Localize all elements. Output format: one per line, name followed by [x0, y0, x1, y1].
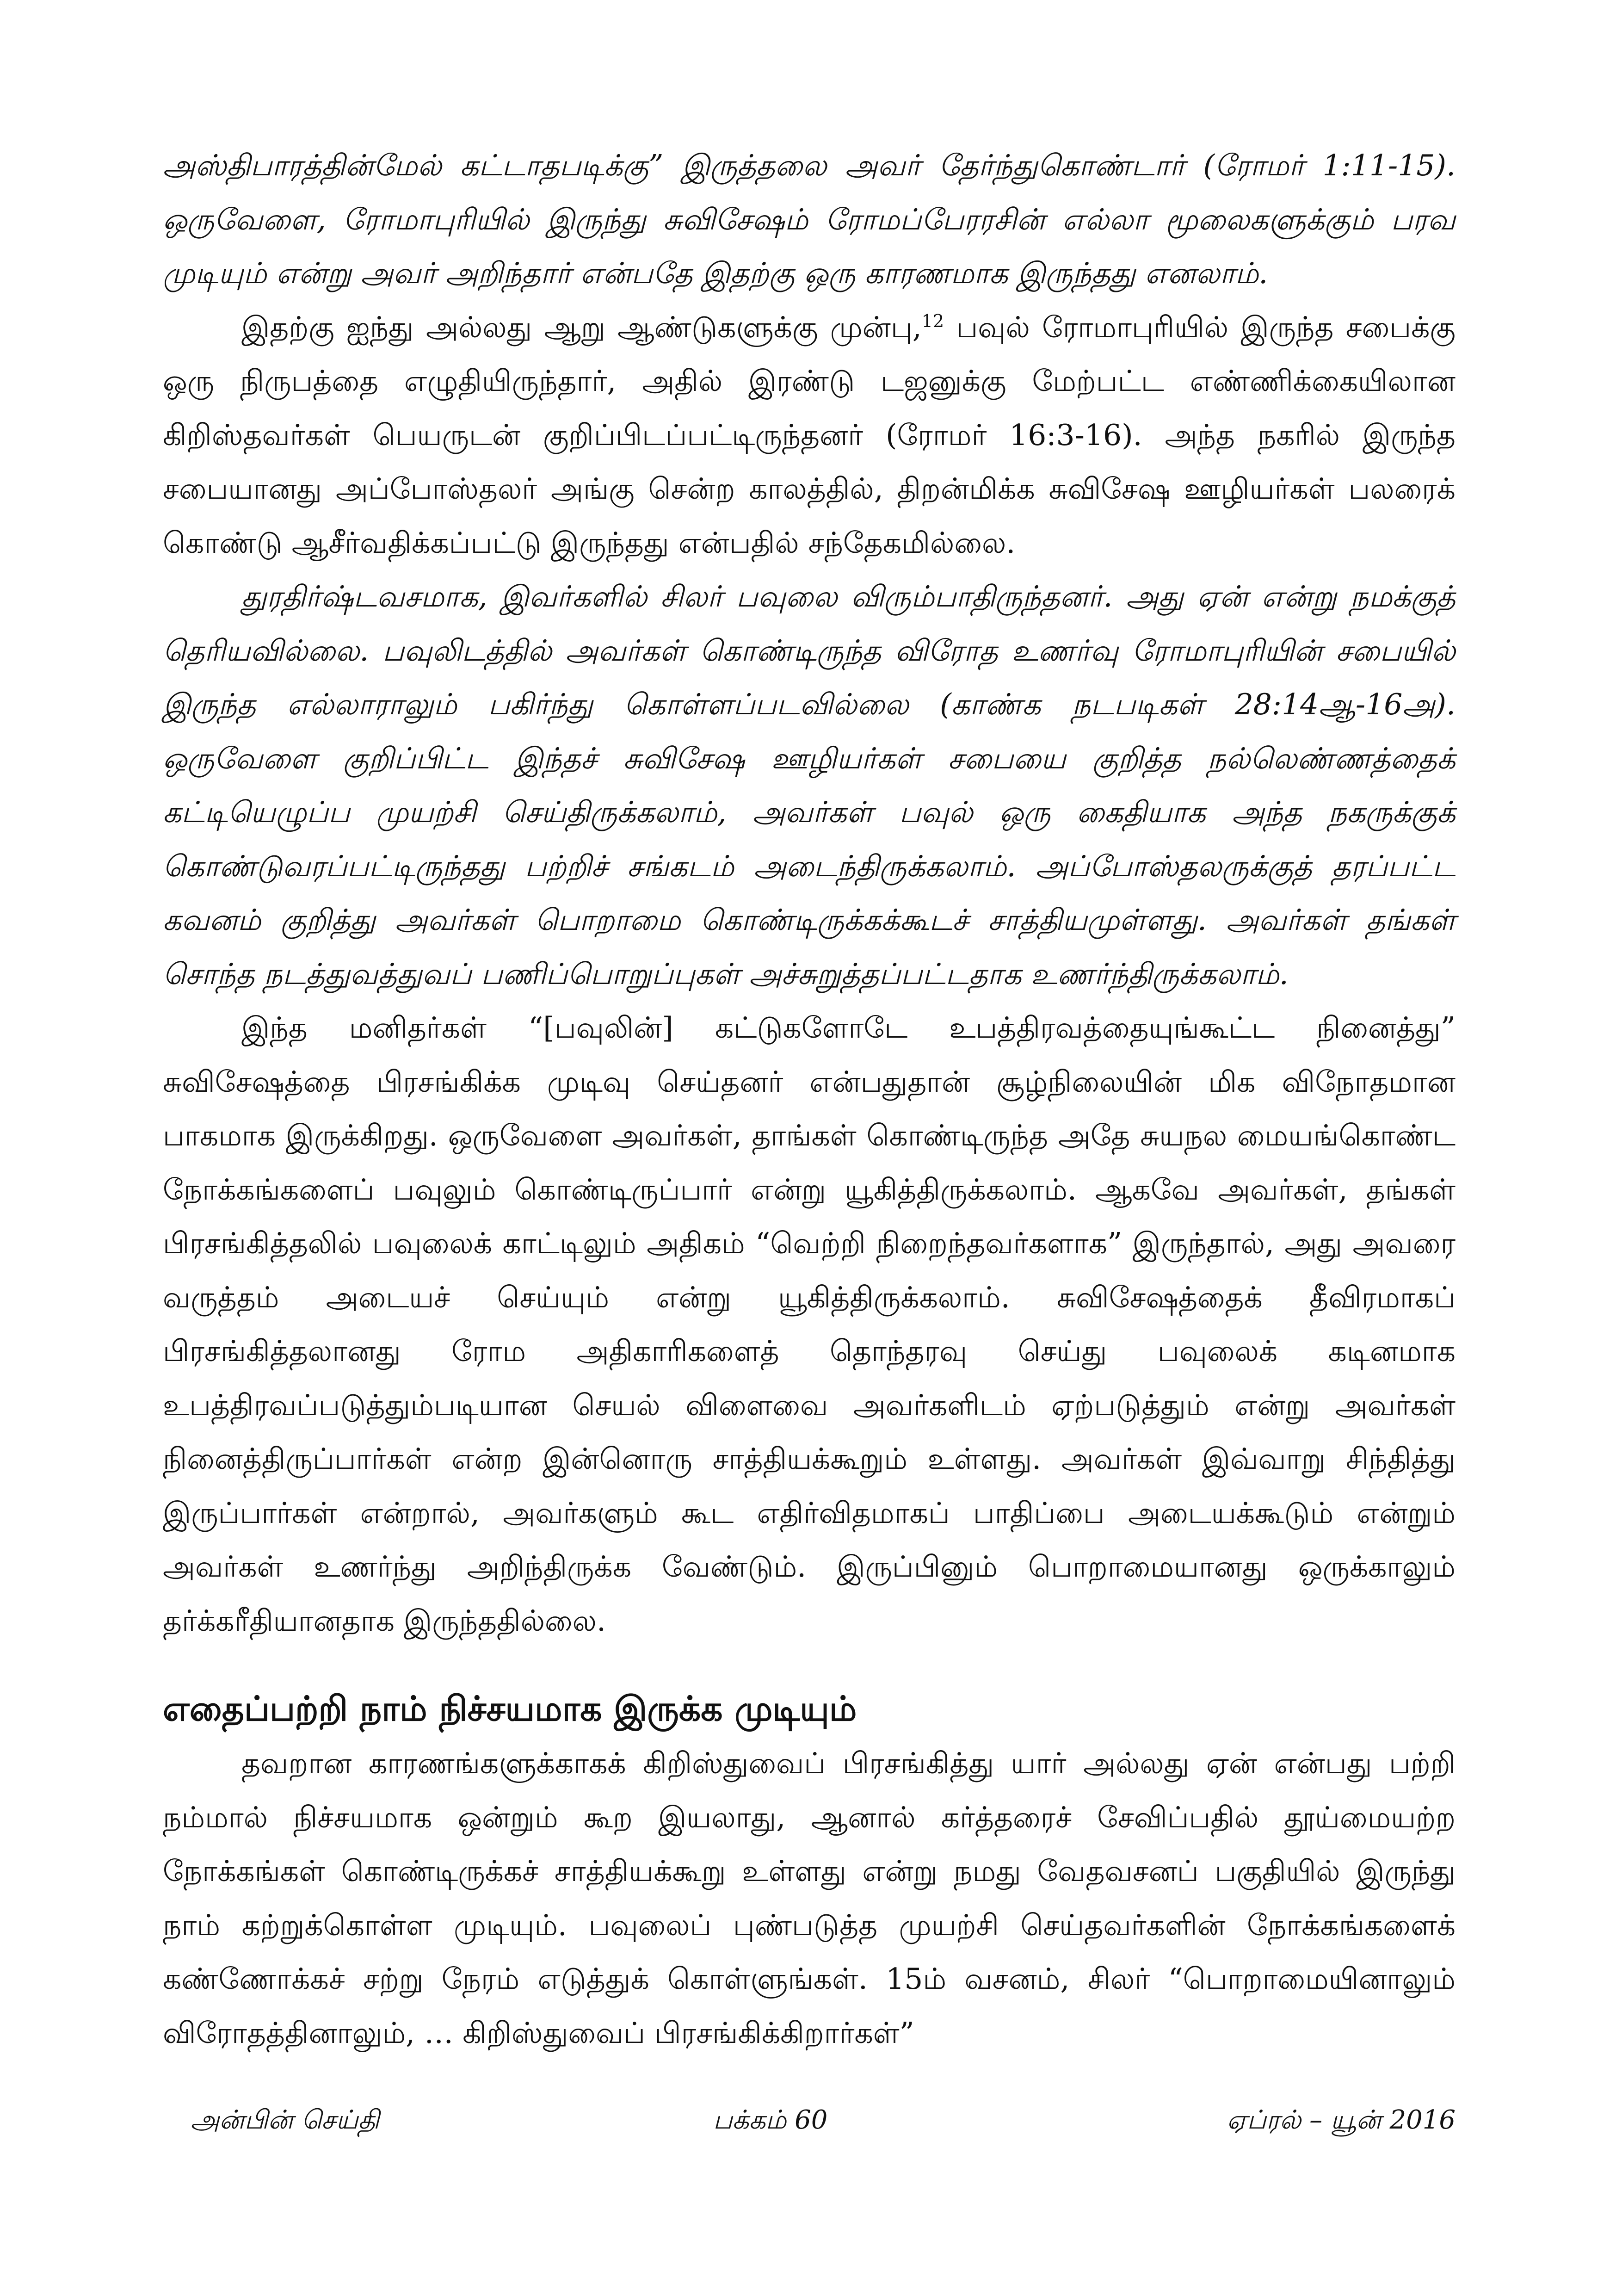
paragraph-3-text: துரதிர்ஷ்டவசமாக, இவர்களில் சிலர் பவுலை விரும்பாதிருந்தனர். அது ஏன் என்று நமக்குத் தெரியவில்லை. பவுலிடத்தில் அவர்கள் கொண்டிருந்த விரோத உணர்வு ரோமாபுரியின் சபையில் இருந்த எல்லாராலும் பகிர்ந்து கொள்ளப்படவில்லை (காண்க நடபடிகள் 28:14ஆ-16அ). ஒருவேளை குறிப்பிட்ட இந்தச் சுவிசேஷ ஊழியர்கள் சபையை குறித்த நல்லெண்ணத்தைக் கட்டியெழுப்ப முயற்சி செய்திருக்கலாம், அவர்கள் பவுல் ஒரு கைதியாக அந்த நகருக்குக் கொண்டுவரப்பட்டிருந்தது பற்றிச் சங்கடம் அடைந்திருக்கலாம். அப்போஸ்தலருக்குத் தரப்பட்ட கவனம் குறித்து அவர்கள் பொறாமை கொண்டிருக்கக்கூடச் சாத்தியமுள்ளது. அவர்கள் தங்கள் சொந்த நடத்துவத்துவப் பணிப்பொறுப்புகள் அச்சுறுத்தப்பட்டதாக உணர்ந்திருக்கலாம். — [163, 580, 1456, 991]
article-body — [163, 139, 1456, 2060]
section-paragraph-text: தவறான காரணங்களுக்காகக் கிறிஸ்துவைப் பிரசங்கித்து யார் அல்லது ஏன் என்பது பற்றி நம்மால் நிச்சயமாக ஒன்றும் கூற இயலாது, ஆனால் கர்த்தரைச் சேவிப்பதில் தூய்மையற்ற நோக்கங்கள் கொண்டிருக்கச் சாத்தியக்கூறு உள்ளது என்று நமது வேதவசனப் பகுதியில் இருந்து நாம் கற்றுக்கொள்ள முடியும். பவுலைப் புண்படுத்த முயற்சி செய்தவர்களின் நோக்கங்களைக் கண்ணோக்கச் சற்று நேரம் எடுத்துக் கொள்ளுங்கள். 15ம் வசனம், சிலர் “பொறாமையினாலும் விரோதத்தினாலும், … கிறிஸ்துவைப் பிரசங்கிக்கிறார்கள்” — [163, 1746, 1456, 2050]
section-heading: எதைப்பற்றி நாம் நிச்சயமாக இருக்க முடியும் — [163, 1689, 857, 1729]
footnote-marker: 12 — [921, 310, 944, 331]
paragraph-4-text: இந்த மனிதர்கள் “[பவுலின்] கட்டுகளோடே உபத்திரவத்தையுங்கூட்ட நினைத்து” சுவிசேஷத்தை பிரசங்கிக்க முடிவு செய்தனர் என்பதுதான் சூழ்நிலையின் மிக விநோதமான பாகமாக இருக்கிறது. ஒருவேளை அவர்கள், தாங்கள் கொண்டிருந்த அதே சுயநல மையங்கொண்ட நோக்கங்களைப் பவுலும் கொண்டிருப்பார் என்று யூகித்திருக்கலாம். ஆகவே அவர்கள், தங்கள் பிரசங்கித்தலில் பவுலைக் காட்டிலும் அதிகம் “வெற்றி நிறைந்தவர்களாக” இருந்தால், அது அவரை வருத்தம் அடையச் செய்யும் என்று யூகித்திருக்கலாம். சுவிசேஷத்தைக் தீவிரமாகப் பிரசங்கித்தலானது ரோம அதிகாரிகளைத் தொந்தரவு செய்து பவுலைக் கடினமாக உபத்திரவப்படுத்தும்படியான செயல் விளைவை அவர்களிடம் ஏற்படுத்தும் என்று அவர்கள் நினைத்திருப்பார்கள் என்ற இன்னொரு சாத்தியக்கூறும் உள்ளது. அவர்கள் இவ்வாறு சிந்தித்து இருப்பார்கள் என்றால், அவர்களும் கூட எதிர்விதமாகப் பாதிப்பை அடையக்கூடும் என்றும் அவர்கள் உணர்ந்து அறிந்திருக்க வேண்டும். இருப்பினும் பொறாமையானது ஒருக்காலும் தர்க்கரீதியானதாக இருந்ததில்லை. — [163, 1011, 1456, 1638]
paragraph-2-text-after: பவுல் ரோமாபுரியில் இருந்த சபைக்கு ஒரு நிருபத்தை எழுதியிருந்தார், அதில் இரண்டு டஜனுக்கு மேற்பட்ட எண்ணிக்கையிலான கிறிஸ்தவர்கள் பெயருடன் குறிப்பிடப்பட்டிருந்தனர் (ரோமர் 16:3-16). அந்த நகரில் இருந்த சபையானது அப்போஸ்தலர் அங்கு சென்ற காலத்தில், திறன்மிக்க சுவிசேஷ ஊழியர்கள் பலரைக் கொண்டு ஆசீர்வதிக்கப்பட்டு இருந்தது என்பதில் சந்தேகமில்லை. — [163, 310, 1456, 560]
page-footer — [163, 2105, 1456, 2147]
footer-page-number: பக்கம் 60 — [713, 2105, 828, 2135]
footer-issue-date: ஏப்ரல் – யூன் 2016 — [1227, 2105, 1456, 2135]
section-paragraph — [163, 1737, 1456, 2060]
paragraph-4 — [163, 1001, 1456, 1648]
paragraph-2-text-before: இதற்கு ஐந்து அல்லது ஆறு ஆண்டுகளுக்கு முன்பு, — [241, 310, 922, 344]
paragraph-1-text: அஸ்திபாரத்தின்மேல் கட்டாதபடிக்கு” இருத்தலை அவர் தேர்ந்துகொண்டார் (ரோமர் 1:11-15). ஒருவேளை, ரோமாபுரியில் இருந்து சுவிசேஷம் ரோமப்பேரரசின் எல்லா மூலைகளுக்கும் பரவ முடியும் என்று அவர் அறிந்தார் என்பதே இதற்கு ஒரு காரணமாக இருந்தது எனலாம். — [163, 149, 1456, 290]
paragraph-2 — [163, 301, 1456, 570]
footer-publication-title: அன்பின் செய்தி — [191, 2105, 380, 2135]
paragraph-3 — [163, 570, 1456, 1001]
paragraph-1 — [163, 139, 1456, 301]
